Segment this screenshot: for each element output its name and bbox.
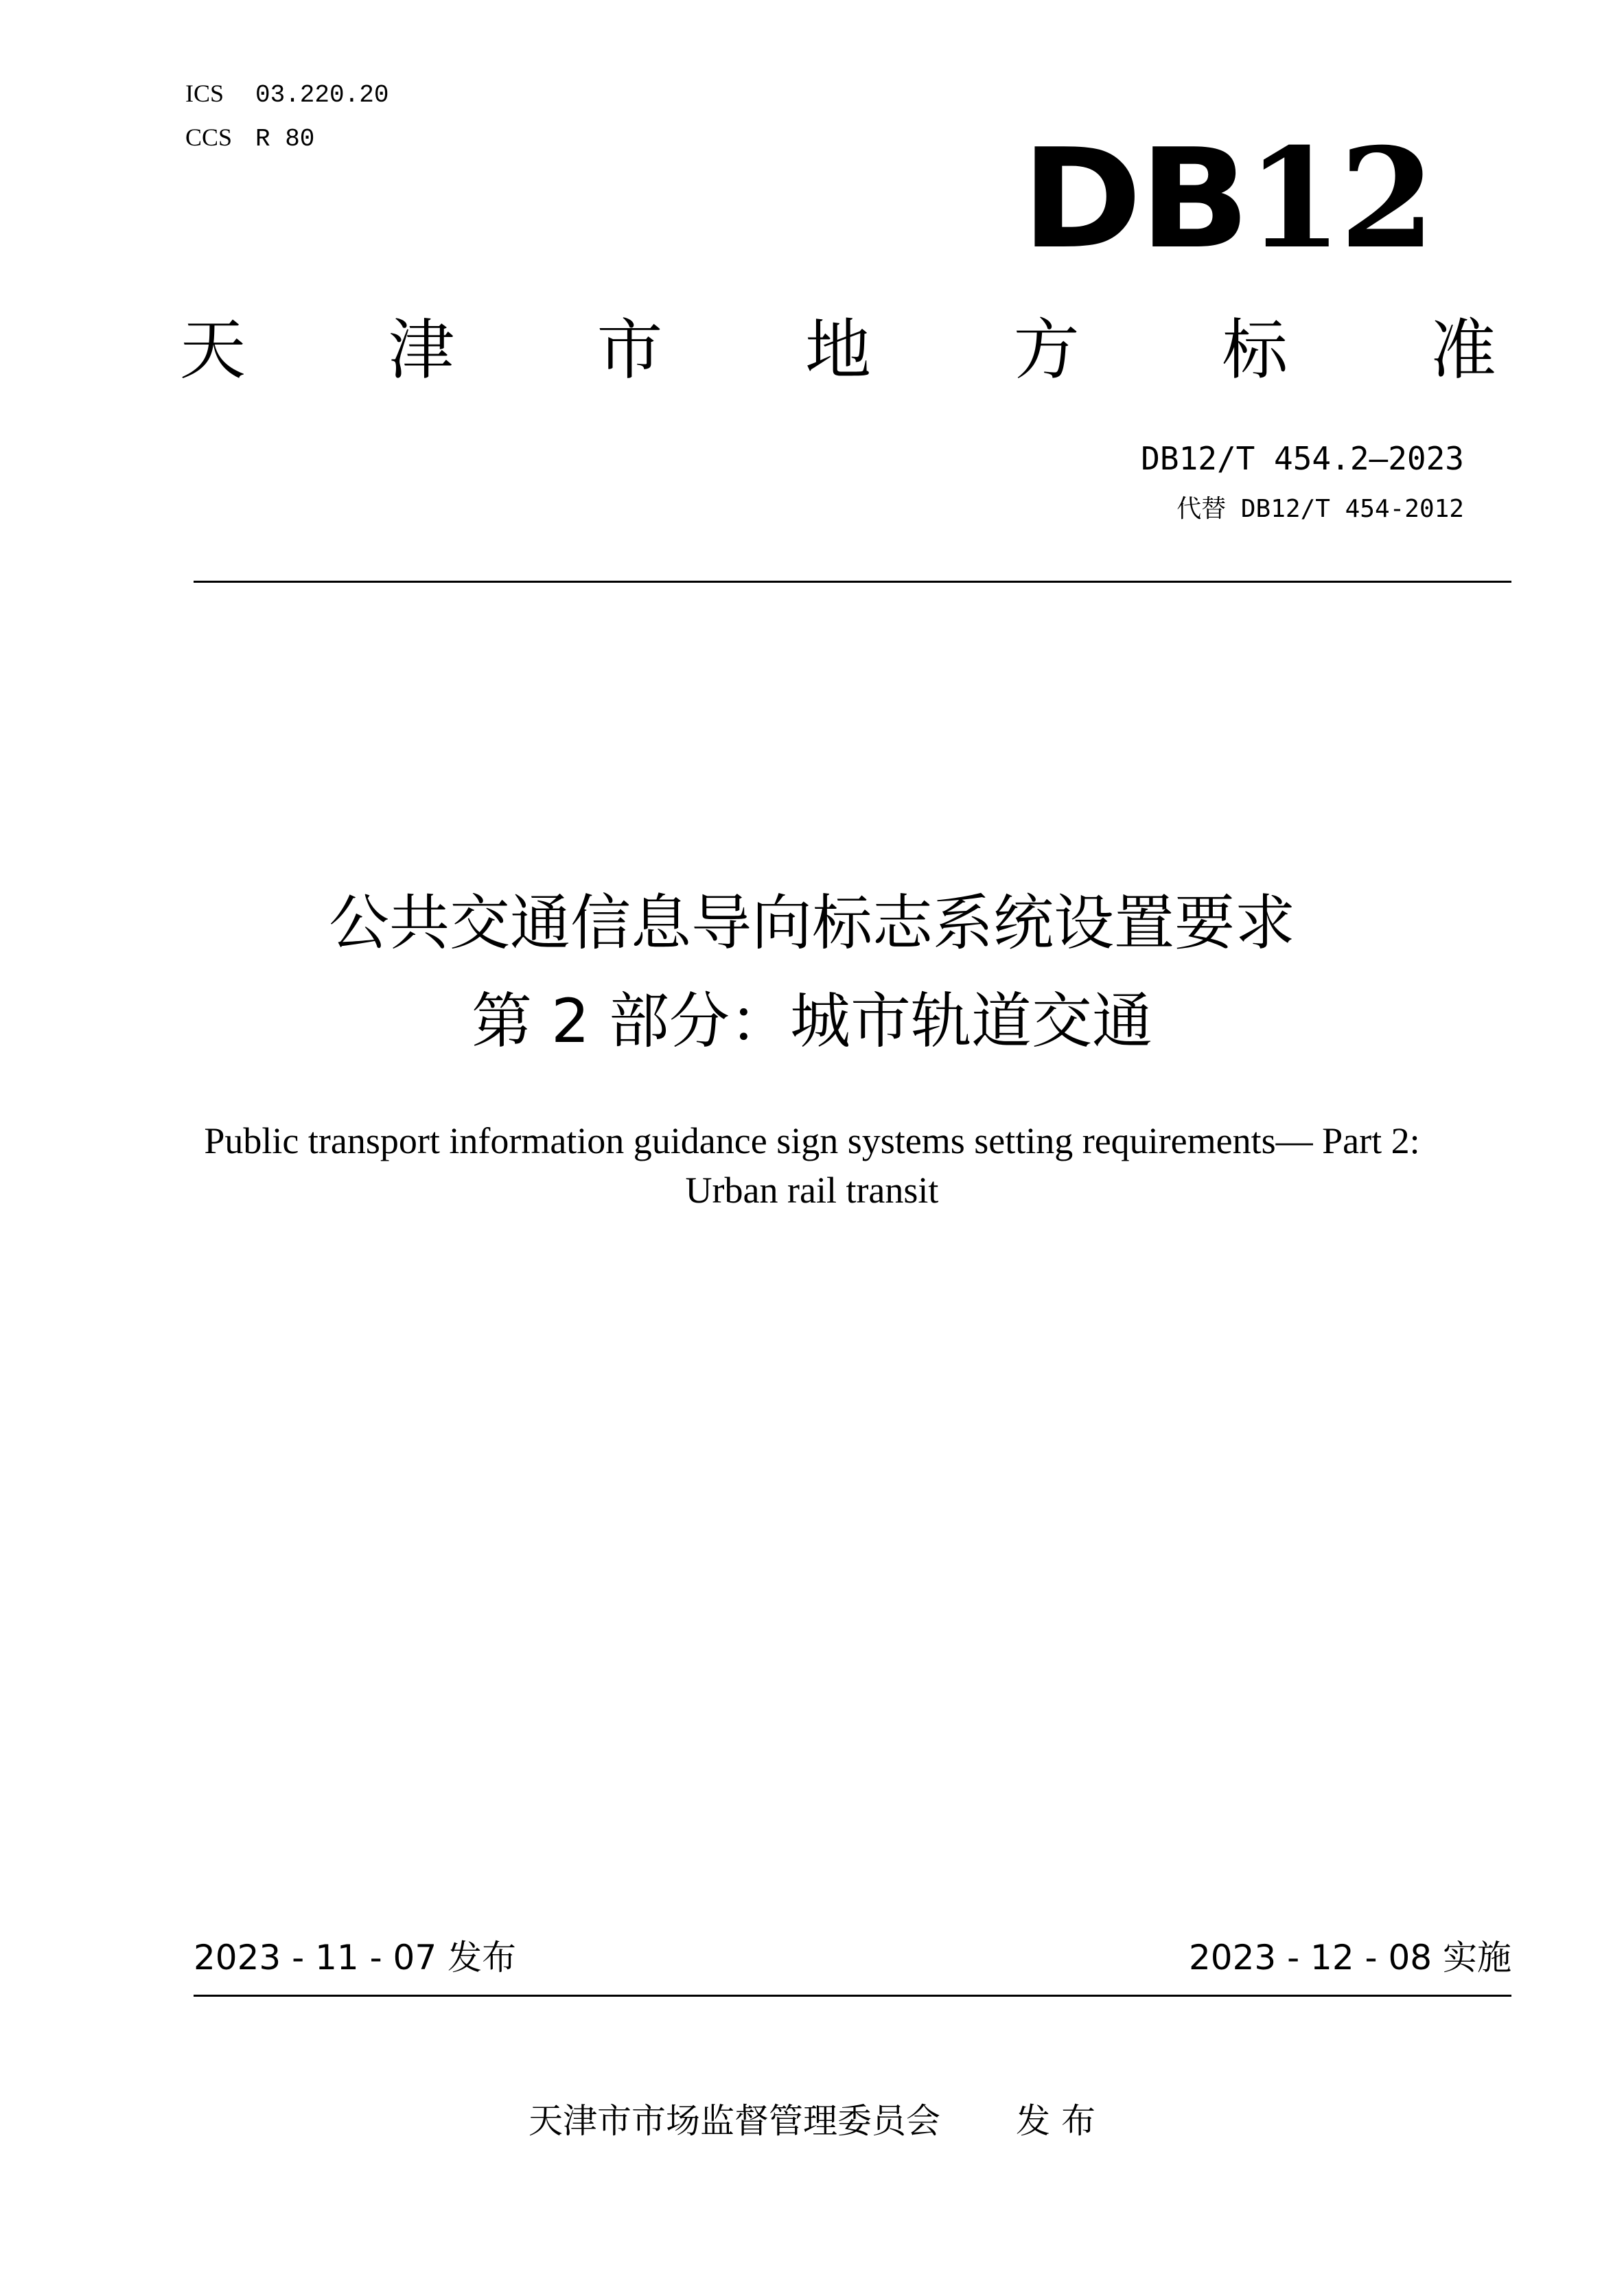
date-divider [194,1995,1511,1997]
ccs-code: R 80 [255,125,315,153]
issue-date: 2023 - 11 - 07 发布 [194,1938,517,1978]
standard-type-char: 天 [180,312,246,389]
standard-type-char: 津 [388,312,454,389]
publisher-action: 发 布 [1016,2101,1095,2141]
publisher-name: 天津市市场监督管理委员会 [529,2101,941,2141]
ics-label: ICS [185,80,224,107]
standard-type-char: 方 [1013,312,1080,389]
ics-code: 03.220.20 [255,81,389,109]
title-english-line-2: Urban rail transit [685,1170,939,1211]
db12-logo [1021,118,1432,279]
title-english-line-1: Public transport information guidance sign systems setting requirements— Part 2: [204,1120,1420,1161]
ics-code-row [185,78,388,111]
standard-number: DB12/T 454.2—2023 [1141,440,1464,477]
standard-type-char: 准 [1430,312,1496,389]
implementation-date: 2023 - 12 - 08 实施 [1188,1938,1511,1978]
logo-letters: DB [1021,119,1248,279]
logo-number: 12 [1246,118,1432,279]
standard-type-char: 地 [804,312,871,389]
title-chinese-line-2: 第 2 部分：城市轨道交通 [472,986,1152,1056]
ccs-code-row [185,122,314,154]
header-divider [194,581,1511,583]
standard-type-char: 标 [1222,312,1288,389]
ccs-label: CCS [185,124,233,151]
standard-type-char: 市 [596,312,663,389]
standard-type-heading [180,309,1496,391]
title-chinese-line-1: 公共交通信息导向标志系统设置要求 [328,888,1295,958]
replaces-standard: 代替 DB12/T 454-2012 [1176,495,1464,523]
publisher-line [0,2099,1624,2143]
